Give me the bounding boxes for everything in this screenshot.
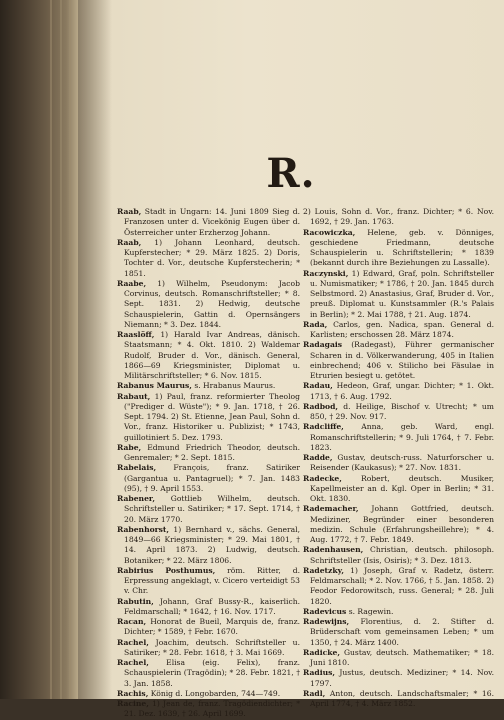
entry-text: Carlos, gen. Nadica, span. General d. Karlisten; erschossen 28. März 1874. bbox=[310, 319, 494, 339]
entry-headword: Rabaut, bbox=[117, 391, 151, 401]
entry-headword: Rabanus Maurus, bbox=[117, 381, 192, 391]
dictionary-entry bbox=[303, 566, 494, 607]
entry-headword: Radagais bbox=[303, 340, 343, 350]
entry-headword: Rachel, bbox=[117, 658, 149, 667]
entry-headword: Raaslöff, bbox=[117, 330, 155, 339]
dictionary-entry bbox=[117, 525, 300, 566]
entry-text: Hedeon, Graf, ungar. Dichter; * 1. Okt. 1713, † 6. Aug. 1792. bbox=[310, 381, 494, 401]
dictionary-entry bbox=[303, 340, 494, 381]
dictionary-entry bbox=[303, 228, 494, 269]
entry-text: 1) Bernhard v., sächs. General, 1849—66 Kriegsminister; * 29. Mai 1801, † 14. April 1873. 2) Ludwig, deutsch. Botaniker; * 22. März 1806. bbox=[124, 524, 300, 565]
entry-text: 1) Edward, Graf, poln. Schriftsteller u. Numismatiker; * 1786, † 20. Jan. 1845 durch Selbstmord. 2) Anastasius, Graf, Bruder d. Vor., preuß. Diplomat u. Kunstsammler (R.'s Palais in Berlin); * 2. Mai 1788, † 21. Aug. 1874. bbox=[310, 268, 494, 319]
entry-headword: Rabenhorst, bbox=[117, 524, 170, 534]
dictionary-entry bbox=[117, 238, 300, 279]
dictionary-entry bbox=[117, 279, 300, 330]
entry-text: Anton, deutsch. Landschaftsmaler; * 16. April 1774, † 4. März 1852. bbox=[310, 688, 494, 708]
right-column bbox=[303, 207, 494, 709]
entry-text: Florentius, d. 2. Stifter d. Brüderschaft vom gemeinsamen Leben; * um 1350, † 24. März 1400. bbox=[310, 617, 494, 647]
entry-headword: Radewijns, bbox=[303, 617, 350, 626]
entry-text: s. Ragewin. bbox=[348, 606, 394, 616]
entry-text: Stadt in Ungarn: 14. Juni 1809 Sieg d. Franzosen unter d. Vicekönig Eugen über d. Österreicher unter Erzherzog Johann. bbox=[124, 207, 300, 237]
page-edge bbox=[60, 0, 62, 699]
entry-headword: Radbod, bbox=[303, 401, 339, 411]
entry-headword: Rabener, bbox=[117, 494, 155, 503]
entry-text: Honorat de Bueil, Marquis de, franz. Dichter; * 1589, † Febr. 1670. bbox=[124, 617, 300, 637]
entry-headword: Racan, bbox=[117, 617, 147, 626]
dictionary-entry bbox=[303, 269, 494, 320]
dictionary-entry bbox=[303, 402, 494, 423]
entry-headword: Radcliffe, bbox=[303, 422, 344, 432]
entry-headword: Rabutin, bbox=[117, 596, 154, 606]
entry-text: Gottlieb Wilhelm, deutsch. Schriftsteller u. Satiriker; * 17. Sept. 1714, † 20. März 1770. bbox=[124, 494, 300, 524]
entry-headword: Raczynski, bbox=[303, 268, 349, 278]
entry-headword: Radius, bbox=[303, 668, 336, 678]
dictionary-entry bbox=[117, 381, 300, 391]
entry-headword: Racowiczka, bbox=[303, 227, 356, 237]
entry-headword: Raab, bbox=[117, 237, 142, 247]
entry-text: Robert, deutsch. Musiker, Kapellmeister an d. Kgl. Oper in Berlin; * 31. Okt. 1830. bbox=[310, 473, 494, 503]
entry-text: 1) Paul, franz. reformierter Theolog ("Prediger d. Wüste"); * 9. Jan. 1718, † 26. Sept. 1794. 2) St. Etienne, Jean Paul, Sohn d. Vor., franz. Historiker u. Publizist; * 1743, guillotiniert 5. Dez. 1793. bbox=[124, 391, 300, 442]
entry-headword: Radenhausen, bbox=[303, 545, 364, 555]
dictionary-entry bbox=[117, 443, 300, 464]
entry-headword: Rachel, bbox=[117, 637, 149, 647]
entry-headword: Radetzky, bbox=[303, 565, 344, 575]
entry-text: 1) Wilhelm, Pseudonym: Jacob Corvinus, deutsch. Romanschriftsteller; * 8. Sept. 1831. 2) Hedwig, deutsche Schauspielerin, Gattin d. Opernsängers Niemann; * 3. Dez. 1844. bbox=[124, 278, 300, 329]
book-page bbox=[78, 0, 504, 719]
entry-text: Johann Gottfried, deutsch. Mediziner, Begründer einer besonderen medizin. Schule (Erfahrungsheillehre); * 4. Aug. 1772, † 7. Febr. 1849. bbox=[310, 504, 494, 544]
dictionary-entry bbox=[117, 494, 300, 525]
dictionary-entry bbox=[303, 207, 494, 228]
entry-text: d. Heilige, Bischof v. Utrecht; * um 850, † 29. Nov. 917. bbox=[310, 401, 494, 421]
dictionary-entry bbox=[117, 617, 300, 638]
entry-text: (Radegast), Führer germanischer Scharen in d. Völkerwanderung, 405 in Italien einbrechend; 406 v. Stilicho bei Fäsulae in Etrurien besiegt u. getötet. bbox=[310, 340, 494, 380]
entry-text: s. Hrabanus Maurus. bbox=[194, 381, 276, 391]
section-letter-heading: R. bbox=[266, 150, 316, 197]
dictionary-entry bbox=[117, 330, 300, 381]
gutter-shadow bbox=[78, 0, 112, 699]
entry-headword: Rabirius Posthumus, bbox=[117, 565, 216, 575]
dictionary-entry bbox=[303, 453, 494, 474]
entry-text: Justus, deutsch. Mediziner; * 14. Nov. 1797. bbox=[310, 668, 494, 688]
dictionary-entry bbox=[117, 699, 300, 720]
dictionary-entry bbox=[303, 607, 494, 617]
entry-headword: Radde, bbox=[303, 453, 333, 462]
dictionary-entry bbox=[303, 422, 494, 453]
entry-headword: Radevicus bbox=[303, 606, 347, 616]
entry-headword: Rachis, bbox=[117, 688, 149, 698]
entry-text: röm. Ritter, d. Erpressung angeklagt, v. Cicero verteidigt 53 v. Chr. bbox=[124, 565, 300, 596]
entry-text: Joachim, deutsch. Schriftsteller u. Satiriker; * 28. Febr. 1618, † 3. Mai 1669. bbox=[124, 637, 300, 657]
dictionary-entry bbox=[303, 320, 494, 341]
entry-text: François, franz. Satiriker (Gargantua u. Pantagruel); * 7. Jan. 1483 (95), † 9. April 1553. bbox=[124, 463, 300, 493]
book-binding bbox=[0, 0, 78, 699]
entry-text: Edmund Friedrich Theodor, deutsch. Genremaler; * 2. Sept. 1815. bbox=[124, 442, 300, 462]
entry-headword: Radau, bbox=[303, 381, 333, 391]
dictionary-entry bbox=[303, 617, 494, 648]
dictionary-entry bbox=[303, 504, 494, 545]
left-column bbox=[117, 207, 300, 720]
entry-text: Johann, Graf Bussy-R., kaiserlich. Feldmarschall; * 1642, † 16. Nov. 1717. bbox=[124, 596, 300, 616]
entry-text: Gustav, deutsch. Mathematiker; * 18. Juni 1810. bbox=[310, 647, 495, 667]
dictionary-entry bbox=[117, 689, 300, 699]
dictionary-entry bbox=[117, 566, 300, 597]
entry-text: Anna, geb. Ward, engl. Romanschriftstellerin; * 9. Juli 1764, † 7. Febr. 1823. bbox=[310, 422, 494, 452]
dictionary-entry bbox=[117, 207, 300, 238]
dictionary-entry bbox=[303, 689, 494, 710]
page-edge bbox=[50, 0, 52, 699]
entry-headword: Rademacher, bbox=[303, 504, 359, 514]
entry-text: Christian, deutsch. philosoph. Schriftsteller (Isis, Osiris); * 3. Dez. 1813. bbox=[310, 545, 494, 565]
dictionary-entry bbox=[117, 597, 300, 618]
entry-headword: Rabe, bbox=[117, 442, 142, 452]
entry-headword: Rabelais, bbox=[117, 463, 157, 473]
entry-text: 1) Joseph, Graf v. Radetz, österr. Feldmarschall; * 2. Nov. 1766, † 5. Jan. 1858. 2) Feodor Fedorowitsch, russ. General; * 28. Juli 1820. bbox=[310, 565, 494, 606]
dictionary-entry bbox=[303, 381, 494, 402]
dictionary-entry bbox=[117, 392, 300, 443]
entry-headword: Rada, bbox=[303, 319, 328, 329]
dictionary-entry bbox=[117, 638, 300, 659]
entry-text: 1) Johann Leonhard, deutsch. Kupferstecher; * 29. März 1825. 2) Doris, Tochter d. Vor., deutsche Kupferstecherin; * 1851. bbox=[124, 237, 300, 278]
dictionary-entry bbox=[117, 658, 300, 689]
entry-headword: Raab, bbox=[117, 207, 142, 216]
entry-headword: Radecke, bbox=[303, 473, 342, 483]
entry-text: König d. Longobarden, 744—749. bbox=[150, 688, 281, 698]
dictionary-entry bbox=[303, 648, 494, 669]
entry-text: Elisa (eig. Felix), franz. Schauspielerin (Tragödin); * 28. Febr. 1821, † 3. Jan. 1858. bbox=[124, 658, 300, 688]
dictionary-entry bbox=[303, 545, 494, 566]
entry-text: Gustav, deutsch-russ. Naturforscher u. Reisender (Kaukasus); * 27. Nov. 1831. bbox=[310, 453, 494, 473]
dictionary-entry bbox=[303, 474, 494, 505]
entry-text: 1) Jean de, franz. Tragödiendichter; * 21. Dez. 1639, † 26. April 1699. bbox=[124, 699, 300, 719]
dictionary-entry bbox=[117, 463, 300, 494]
entry-headword: Racine, bbox=[117, 699, 149, 708]
page-edge bbox=[69, 0, 71, 699]
entry-text: 1) Harald Ivar Andreas, dänisch. Staatsmann; * 4. Okt. 1810. 2) Waldemar Rudolf, Bruder d. Vor., dänisch. General, 1866—69 Kriegsminister, Diplomat u. Militärschriftsteller; * 6. Nov. 1815. bbox=[124, 330, 300, 380]
entry-headword: Radicke, bbox=[303, 647, 340, 657]
entry-headword: Raabe, bbox=[117, 278, 147, 288]
entry-headword: Radl, bbox=[303, 688, 326, 698]
entry-text: 2) Louis, Sohn d. Vor., franz. Dichter; * 6. Nov. 1692, † 29. Jan. 1763. bbox=[303, 207, 494, 227]
entry-text: Helene, geb. v. Dönniges, geschiedene Friedmann, deutsche Schauspielerin u. Schriftstellerin; * 1839 (bekannt durch ihre Beziehungen zu Lassalle). bbox=[310, 227, 494, 268]
dictionary-entry bbox=[303, 668, 494, 689]
